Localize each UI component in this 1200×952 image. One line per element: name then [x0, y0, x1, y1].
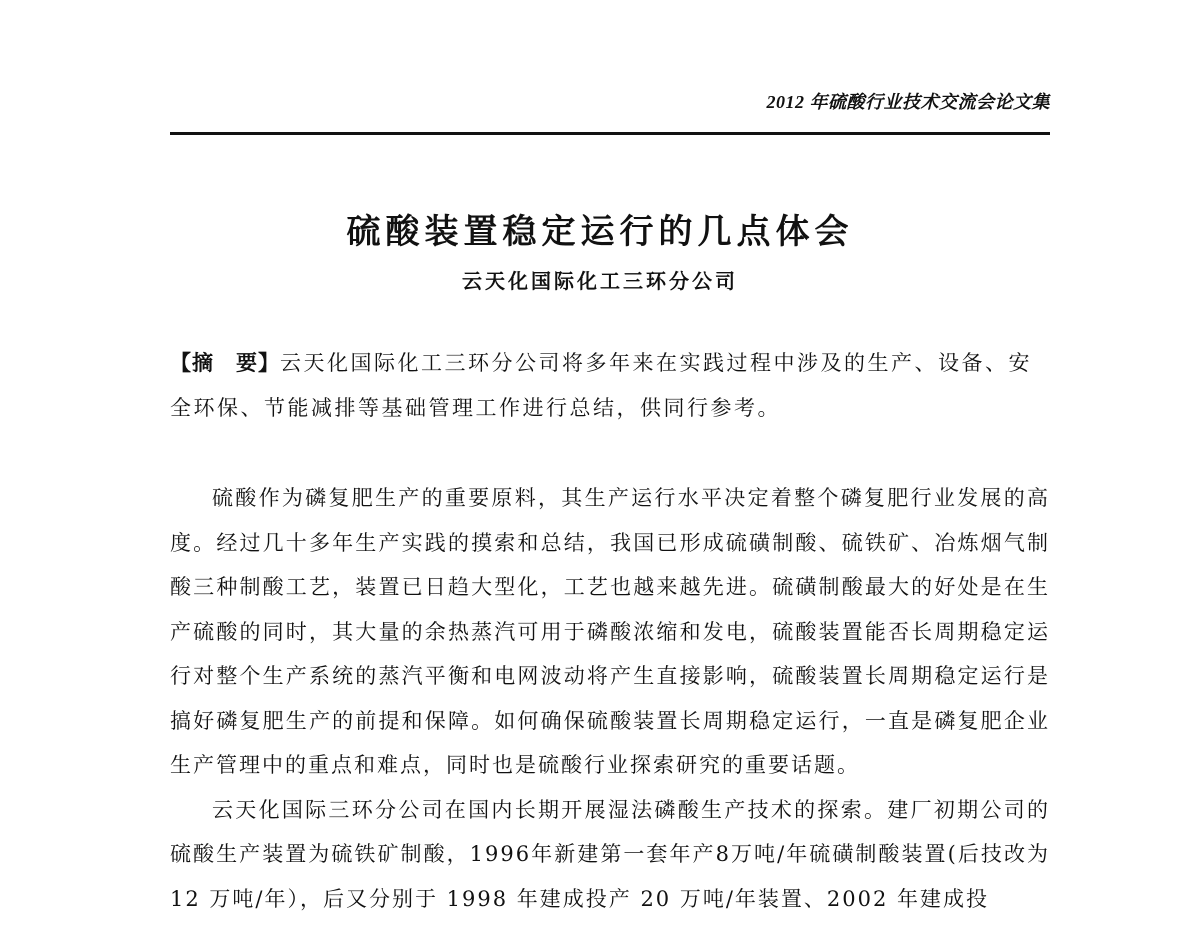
author-affiliation: 云天化国际化工三环分公司 — [462, 269, 738, 293]
body-text — [170, 476, 1050, 921]
body-paragraph-2: 云天化国际三环分公司在国内长期开展湿法磷酸生产技术的探索。建厂初期公司的硫酸生产装置为硫铁矿制酸，1996年新建第一套年产8万吨/年硫磺制酸装置(后技改为 12 万吨/年），后又分别于 1998 年建成投产 20 万吨/年装置、2002 年建成投 — [170, 797, 1050, 911]
header-rule — [170, 132, 1050, 135]
body-paragraph-1: 硫酸作为磷复肥生产的重要原料，其生产运行水平决定着整个磷复肥行业发展的高度。经过几十多年生产实践的摸索和总结，我国已形成硫磺制酸、硫铁矿、冶炼烟气制酸三种制酸工艺，装置已日趋大型化，工艺也越来越先进。硫磺制酸最大的好处是在生产硫酸的同时，其大量的余热蒸汽可用于磷酸浓缩和发电，硫酸装置能否长周期稳定运行对整个生产系统的蒸汽平衡和电网波动将产生直接影响，硫酸装置长周期稳定运行是搞好磷复肥生产的前提和保障。如何确保硫酸装置长周期稳定运行，一直是磷复肥企业生产管理中的重点和难点，同时也是硫酸行业探索研究的重要话题。 — [170, 486, 1050, 777]
abstract-text: 云天化国际化工三环分公司将多年来在实践过程中涉及的生产、设备、安全环保、节能减排等基础管理工作进行总结，供同行参考。 — [170, 351, 1032, 420]
abstract — [170, 340, 1050, 431]
abstract-label: 【摘 要】 — [170, 350, 280, 375]
running-header: 2012 年硫酸行业技术交流会论文集 — [766, 92, 1050, 112]
paper-title: 硫酸装置稳定运行的几点体会 — [346, 212, 854, 252]
